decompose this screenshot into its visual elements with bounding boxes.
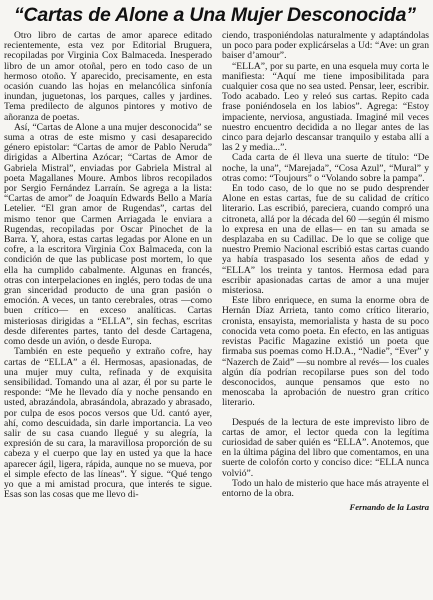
author-byline: Fernando de la Lastra [349,502,429,513]
paragraph: Otro libro de cartas de amor aparece editado recientemente, esta vez por Editorial Bruguera, recopiladas por Virginia Cox Balmaceda. Inesperado libro de un amor otoñal, pero en todo caso de un hermoso otoño. Y aparecido, precisamente, en esta ocasión cuando las hojas en melancólica sinfonía inundan, juguetonas, los parques, calles y jardines. Tema predilecto de algunos pintores y motivo de añoranza de poetas. [4,31,212,123]
paragraph: En todo caso, de lo que no se pudo desprender Alone en estas cartas, fue de su calidad de crítico literario. Las escribió, pareciera, cuando compró una citroneta, allá por la década del 60 —según él mismo lo expresa en una de ellas— en tan su amada se desplazaba en su Cadillac. De lo que se colige que nuestro Premio Nacional escribió estas cartas cuando ya había traspasado los sesenta años de edad y “ELLA” los treinta y tantos. Hermosa edad para escribir apasionadas cartas de amor a una mujer misteriosa. [222,183,429,297]
paragraph: Este libro enriquece, en suma la enorme obra de Hernán Díaz Arrieta, tanto como crítico literario, cronista, ensayista, memorialista y hasta de su poco conocida veta como poeta. En efecto, en las antiguas revistas Pacific Magazine existió un poeta que firmaba sus poemas como H.D.A., “Nadie”, “Ever” y “Nazerch de Zaid” —su nombre al revés— los cuales algún día podrían recopilarse pues son del todo desconocidos, aunque pensamos que esto no menoscaba la aprobación de nuestro gran crítico literario. [222,295,429,409]
paragraph: “ELLA”, por su parte, en una esquela muy corta le manifiesta: “Aquí me tiene imposibilitada para cualquier cosa que no sea usted. Pensar, leer, escribir. Todo acabado. Leo y releó sus cartas. Repito cada frase poniéndosela en los labios”. Agrega: “Estoy impaciente, nerviosa, angustiada. Imaginé mil veces nuestro encuentro decidida a no llegar antes de las cinco para dejarlo descansar tranquilo y estaba allí a las 2 y media...”. [222,60,429,154]
paragraph: Todo un halo de misterio que hace más atrayente el entorno de la obra. [222,477,429,499]
paragraph: Después de la lectura de este imprevisto libro de cartas de amor, el lector queda con la legítima curiosidad de saber quién es “ELLA”. Anotemos, que en la última página del libro que comentamos, en una suerte de colofón corto y conciso dice: “ELLA nunca volvió”. [222,416,429,479]
paragraph: ciendo, trasponiéndolas naturalmente y adaptándolas un poco para poder explicárselas a Ud: “Ave: un gran baiser d’amour”. [222,31,429,62]
article-column-right [222,31,429,598]
paragraph: Cada carta de él lleva una suerte de título: “De noche, la una”, “Marejada”, “Cosa Azul”, “Mural” y otras como: “Toujours” o “Volando sobre la pampa”. [222,152,429,184]
paragraph: Así, “Cartas de Alone a una mujer desconocida” se suma a otras de este mismo y casi desaparecido género epistolar: “Cartas de amor de Pablo Neruda” dirigidas a Albertina Azócar; “Cartas de Amor de Gabriela Mistral”, enviadas por Gabriela Mistral al poeta Magallanes Moure. Ambos libros recopilados por Sergio Fernández Larraín. Se agrega a la lista: “Cartas de amor” de Joaquín Edwards Bello a María Letelier. “El gran amor de Rugendas”, cartas del mismo tenor que Carmen Arriagada le enviara a Rugendas, recopiladas por Oscar Pinochet de la Barra. Y, ahora, estas cartas legadas por Alone en un cofre, a la escritora Virginia Cox Balmaceda, con la condición de que las publicase post mortem, lo que ella ha cumplido cabalmente. Algunas en francés, otras con interpelaciones en inglés, pero todas de una gran sinceridad producto de una gran pasión o emoción. A veces, un tanto cerebrales, otras —como buen crítico— en exceso analíticas. Cartas misteriosas dirigidas a “ELLA”, sin fechas, escritas desde diferentes partes, tanto del desde Cartagena, como desde un avión, o desde Europa. [4,121,212,348]
article-column-left [4,31,212,598]
paragraph: También en este pequeño y extraño cofre, hay cartas de “ELLA” a él. Hermosas, apasionadas, de una mujer muy culta, refinada y de exquisita sensibilidad. Tomando una al azar, él por su parte le responde: “Me he llevado día y noche pensando en usted, abrazándola, abrasándola, abrazado y abrasado, por culpa de esos pocos versos que Ud. cantó ayer, ahí, como descuidada, sin darle importancia. La veo salir de su casa cuando llegué y su alegría, la expresión de su cara, la maravillosa proporción de su cabeza y el cuerpo que lay en usted ya que la hace aparecer ágil, ligera, rápida, aunque no se mueva, por el simple efecto de las líneas”. Y sigue. “Qué tengo yo que a mi amistad procura, que interés te sigue. Esas son las cosas que me llevo di- [4,346,212,501]
article-headline: “Cartas de Alone a Una Mujer Desconocida” [14,4,416,26]
